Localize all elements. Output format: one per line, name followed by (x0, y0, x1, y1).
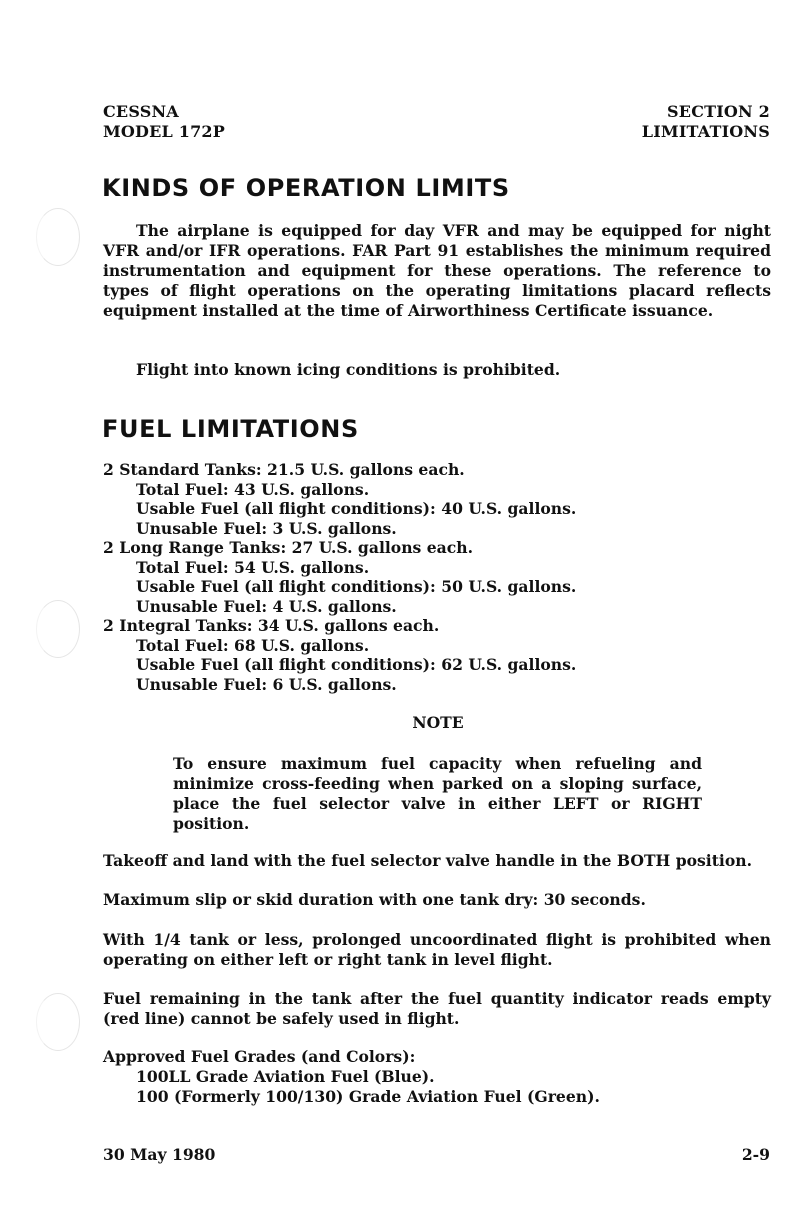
tank-detail: Total Fuel: 43 U.S. gallons. (136, 479, 370, 499)
section-number: SECTION 2 (667, 102, 770, 121)
binder-hole-middle (36, 600, 80, 658)
takeoff-paragraph: Takeoff and land with the fuel selector valve handle in the BOTH position. (103, 851, 753, 870)
kinds-of-operation-title: KINDS OF OPERATION LIMITS (102, 174, 510, 202)
tank-detail: Unusable Fuel: 6 U.S. gallons. (136, 674, 397, 694)
kinds-paragraph: The airplane is equipped for day VFR and may be equipped for night VFR and/or IFR operations. FAR Part 91 establishes the minimum required instrumentation and equipment for these operations. The reference to types of flight operations on the operating limitations placard reflects equipment installed at the time of Airworthiness Certificate issuance. (103, 221, 771, 320)
fuel-grades-heading: Approved Fuel Grades (and Colors): (103, 1047, 416, 1066)
header-right (642, 102, 770, 142)
tank-heading: 2 Long Range Tanks: 27 U.S. gallons each. (103, 538, 474, 557)
section-name: LIMITATIONS (641, 122, 770, 141)
footer-date: 30 May 1980 (103, 1145, 216, 1164)
tank-detail: Usable Fuel (all flight conditions): 40 U.S. gallons. (136, 499, 577, 518)
page-number: 2-9 (741, 1145, 770, 1164)
icing-paragraph: Flight into known icing conditions is prohibited. (136, 360, 561, 379)
note-body: To ensure maximum fuel capacity when refueling and minimize cross-feeding when parked on a sloping surface, place the fuel selector valve in either LEFT or RIGHT position. (173, 754, 702, 833)
tank-detail: Usable Fuel (all flight conditions): 50 U.S. gallons. (136, 577, 577, 596)
tank-detail: Usable Fuel (all flight conditions): 62 U.S. gallons. (136, 655, 577, 674)
fuel-tanks-list (103, 460, 771, 694)
binder-hole-top (36, 208, 80, 266)
fuel-grades (103, 1047, 771, 1107)
tank-heading: 2 Standard Tanks: 21.5 U.S. gallons each. (103, 460, 465, 479)
fuel-grade-item: 100LL Grade Aviation Fuel (Blue). (136, 1067, 435, 1086)
note-title: NOTE (412, 713, 464, 732)
tank-detail: Total Fuel: 54 U.S. gallons. (136, 557, 370, 577)
fuel-remaining-paragraph: Fuel remaining in the tank after the fuel quantity indicator reads empty (red line) cannot be safely used in flight. (103, 989, 771, 1028)
tank-detail: Total Fuel: 68 U.S. gallons. (136, 635, 370, 655)
quarter-tank-paragraph: With 1/4 tank or less, prolonged uncoordinated flight is prohibited when operating on either left or right tank in level flight. (103, 930, 771, 969)
manufacturer: CESSNA (103, 102, 179, 121)
fuel-limitations-title: FUEL LIMITATIONS (102, 415, 359, 443)
model: MODEL 172P (103, 122, 225, 141)
header-left (103, 102, 225, 142)
slip-paragraph: Maximum slip or skid duration with one tank dry: 30 seconds. (103, 890, 646, 909)
tank-heading: 2 Integral Tanks: 34 U.S. gallons each. (103, 616, 440, 635)
fuel-grade-item: 100 (Formerly 100/130) Grade Aviation Fuel (Green). (136, 1087, 600, 1106)
tank-detail: Unusable Fuel: 3 U.S. gallons. (136, 518, 397, 538)
tank-detail: Unusable Fuel: 4 U.S. gallons. (136, 596, 397, 616)
binder-hole-bottom (36, 993, 80, 1051)
